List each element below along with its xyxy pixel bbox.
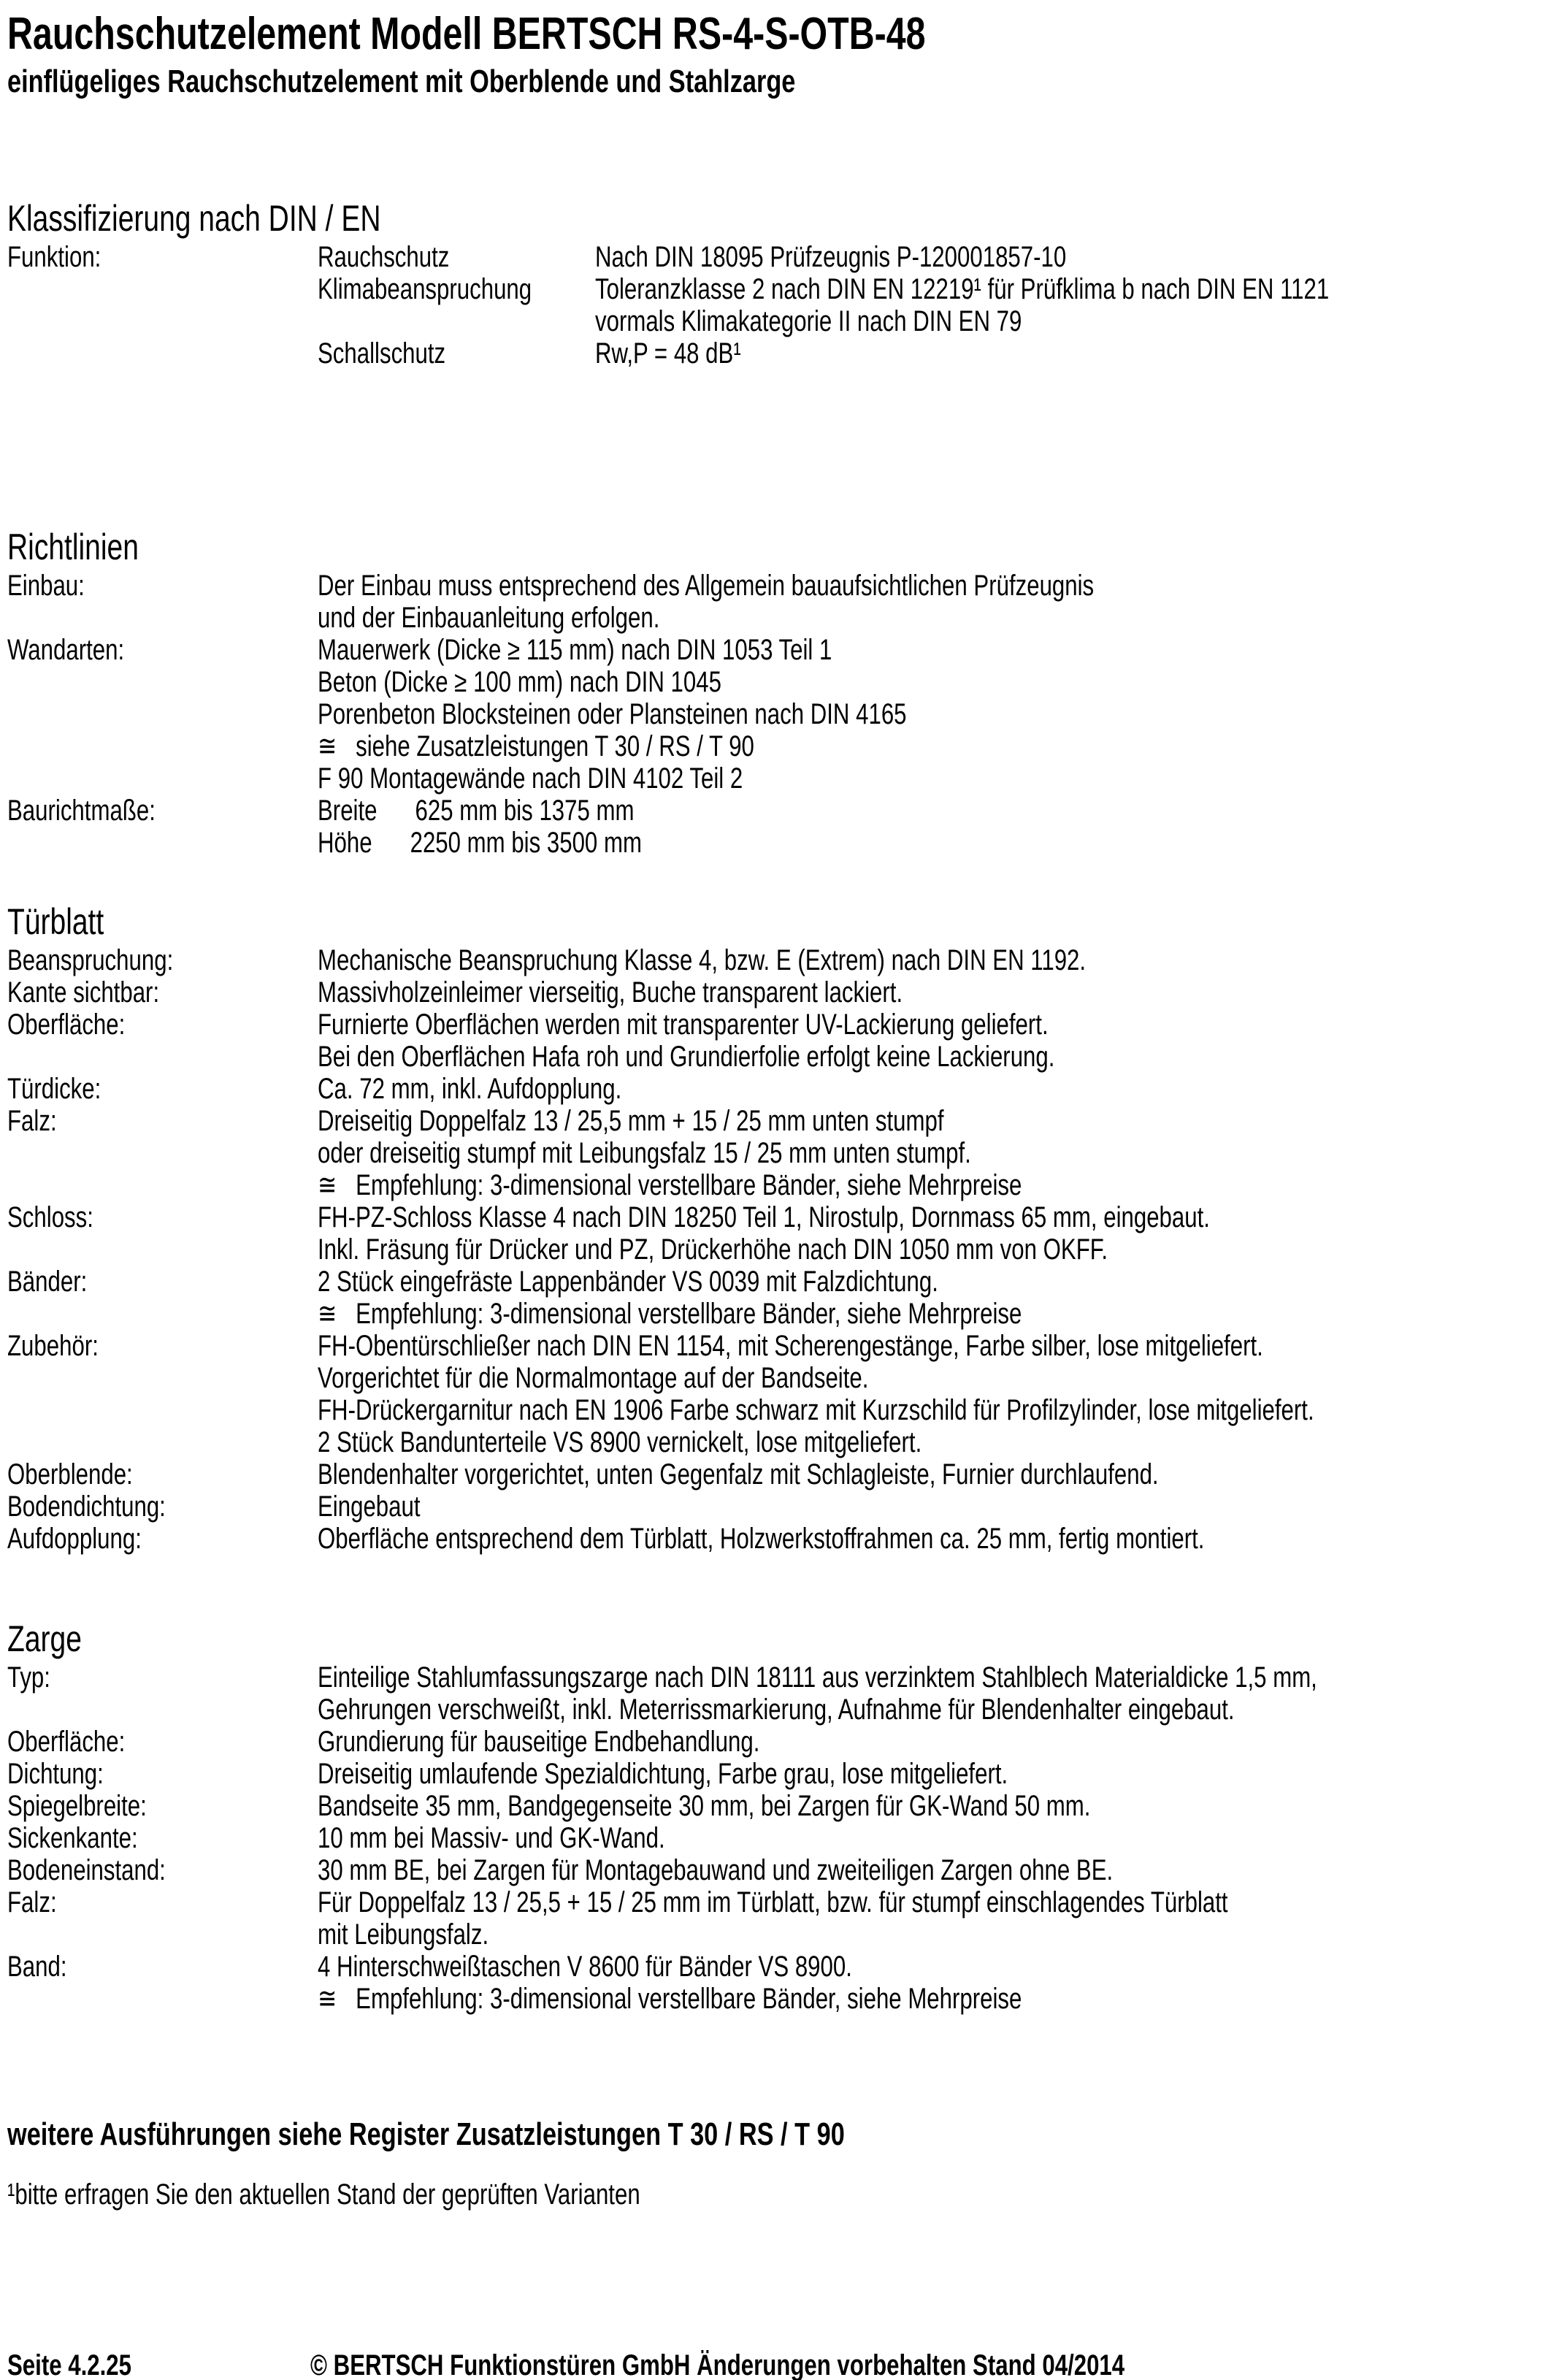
row-value <box>318 1854 1541 1886</box>
row-sublabel-text: Schallschutz <box>318 337 446 370</box>
row-label-text: Baurichtmaße: <box>7 795 156 827</box>
spec-row <box>7 1918 1541 1951</box>
row-value-text: F 90 Montagewände nach DIN 4102 Teil 2 <box>318 762 743 795</box>
row-value <box>318 827 1541 859</box>
page-footer <box>7 2349 1541 2380</box>
row-label <box>7 666 318 698</box>
row-label <box>7 762 318 795</box>
spec-row <box>7 1394 1541 1426</box>
spec-row <box>7 1886 1541 1918</box>
row-value-text: Einteilige Stahlumfassungszarge nach DIN 18111 aus verzinktem Stahlblech Materialdicke 1,5 mm, <box>318 1661 1317 1694</box>
row-label <box>7 1523 318 1555</box>
row-label <box>7 1491 318 1523</box>
row-label <box>7 795 318 827</box>
row-value-text: Breite 625 mm bis 1375 mm <box>318 795 635 827</box>
row-label-text: Kante sichtbar: <box>7 976 160 1009</box>
row-label <box>7 1073 318 1105</box>
row-label-text: Türdicke: <box>7 1073 101 1105</box>
row-label <box>7 976 318 1009</box>
spec-row <box>7 1073 1541 1105</box>
row-label <box>7 337 318 370</box>
spec-row <box>7 1758 1541 1790</box>
row-label-text: Zubehör: <box>7 1330 99 1362</box>
row-value <box>318 1694 1541 1726</box>
row-label <box>7 1918 318 1951</box>
row-sublabel-text: Klimabeanspruchung <box>318 273 532 305</box>
spec-row <box>7 762 1541 795</box>
row-label-text: Aufdopplung: <box>7 1523 142 1555</box>
spec-row <box>7 570 1541 602</box>
row-value-text: 2 Stück eingefräste Lappenbänder VS 0039 mit Falzdichtung. <box>318 1266 938 1298</box>
footer-page-number-text: Seite 4.2.25 <box>7 2349 131 2380</box>
row-value <box>318 1886 1541 1918</box>
spec-row <box>7 1298 1541 1330</box>
row-value-text: Ca. 72 mm, inkl. Aufdopplung. <box>318 1073 622 1105</box>
row-value <box>318 1266 1541 1298</box>
section-heading-text: Zarge <box>7 1618 82 1659</box>
spec-row <box>7 1201 1541 1233</box>
row-value-text: ≅ Empfehlung: 3-dimensional verstellbare Bänder, siehe Mehrpreise <box>318 1983 1022 2015</box>
spec-row <box>7 976 1541 1009</box>
row-value-text: Blendenhalter vorgerichtet, unten Gegenfalz mit Schlagleiste, Furnier durchlaufend. <box>318 1458 1159 1491</box>
row-label-text: Schloss: <box>7 1201 93 1233</box>
row-label <box>7 1822 318 1854</box>
row-value <box>318 1362 1541 1394</box>
row-label <box>7 1201 318 1233</box>
row-label <box>7 1330 318 1362</box>
cross-reference-note <box>7 2116 1541 2153</box>
spec-row <box>7 1105 1541 1137</box>
section-heading <box>7 199 1541 238</box>
row-label <box>7 241 318 273</box>
footnote <box>7 2178 1541 2211</box>
row-label <box>7 827 318 859</box>
row-value <box>318 1491 1541 1523</box>
row-value <box>595 337 1541 370</box>
row-label-text: Oberfläche: <box>7 1726 126 1758</box>
row-value-text: Dreiseitig Doppelfalz 13 / 25,5 mm + 15 / 25 mm unten stumpf <box>318 1105 944 1137</box>
row-label <box>7 1458 318 1491</box>
row-value <box>318 1426 1541 1458</box>
row-value <box>318 1758 1541 1790</box>
spec-row <box>7 827 1541 859</box>
row-label <box>7 698 318 730</box>
spec-row <box>7 337 1541 370</box>
spec-row <box>7 1694 1541 1726</box>
row-label-text: Falz: <box>7 1886 57 1918</box>
row-label-text: Funktion: <box>7 241 101 273</box>
row-value <box>318 634 1541 666</box>
row-value-text: Eingebaut <box>318 1491 421 1523</box>
section-heading-text: Richtlinien <box>7 527 139 567</box>
spec-row <box>7 602 1541 634</box>
row-value-text: 2 Stück Bandunterteile VS 8900 vernickelt, lose mitgeliefert. <box>318 1426 922 1458</box>
page-title-text: Rauchschutzelement Modell BERTSCH RS-4-S-OTB-48 <box>7 9 926 59</box>
spec-row <box>7 305 1541 337</box>
spec-row <box>7 1491 1541 1523</box>
row-label-text: Bänder: <box>7 1266 88 1298</box>
row-label <box>7 1009 318 1041</box>
spec-row <box>7 944 1541 976</box>
page-subtitle-text: einflügeliges Rauchschutzelement mit Oberblende und Stahlzarge <box>7 64 796 99</box>
spec-row <box>7 1233 1541 1266</box>
row-value <box>318 602 1541 634</box>
row-label <box>7 1854 318 1886</box>
row-label <box>7 1983 318 2015</box>
row-value <box>318 1822 1541 1854</box>
row-value-text: FH-Obentürschließer nach DIN EN 1154, mit Scherengestänge, Farbe silber, lose mitgeliefert. <box>318 1330 1263 1362</box>
row-value <box>318 1105 1541 1137</box>
spec-row <box>7 666 1541 698</box>
row-value-text: 10 mm bei Massiv- und GK-Wand. <box>318 1822 665 1854</box>
row-label <box>7 1951 318 1983</box>
section-heading <box>7 1619 1541 1658</box>
row-value-text: oder dreiseitig stumpf mit Leibungsfalz 15 / 25 mm unten stumpf. <box>318 1137 971 1169</box>
row-value <box>318 1201 1541 1233</box>
section-klassifizierung <box>7 199 1541 370</box>
spec-row <box>7 1266 1541 1298</box>
row-value <box>318 1298 1541 1330</box>
row-label <box>7 1886 318 1918</box>
row-value-text: Massivholzeinleimer vierseitig, Buche transparent lackiert. <box>318 976 903 1009</box>
row-value-text: Dreiseitig umlaufende Spezialdichtung, Farbe grau, lose mitgeliefert. <box>318 1758 1008 1790</box>
row-value-text: ≅ Empfehlung: 3-dimensional verstellbare Bänder, siehe Mehrpreise <box>318 1169 1022 1201</box>
row-value-text: Rw,P = 48 dB¹ <box>595 337 741 370</box>
row-label <box>7 1169 318 1201</box>
row-sublabel <box>318 273 595 305</box>
row-value-text: Vorgerichtet für die Normalmontage auf der Bandseite. <box>318 1362 869 1394</box>
row-value-text: FH-PZ-Schloss Klasse 4 nach DIN 18250 Teil 1, Nirostulp, Dornmass 65 mm, eingebaut. <box>318 1201 1210 1233</box>
spec-row <box>7 1983 1541 2015</box>
row-label <box>7 570 318 602</box>
row-value-text: Für Doppelfalz 13 / 25,5 + 15 / 25 mm im Türblatt, bzw. für stumpf einschlagendes Türblatt <box>318 1886 1228 1918</box>
row-label <box>7 730 318 762</box>
row-value-text: ≅ siehe Zusatzleistungen T 30 / RS / T 90 <box>318 730 754 762</box>
row-label-text: Oberblende: <box>7 1458 133 1491</box>
spec-row <box>7 795 1541 827</box>
row-label <box>7 305 318 337</box>
row-label-text: Falz: <box>7 1105 57 1137</box>
row-value-text: Höhe 2250 mm bis 3500 mm <box>318 827 642 859</box>
section-heading-text: Klassifizierung nach DIN / EN <box>7 198 381 239</box>
row-label <box>7 602 318 634</box>
row-value <box>595 305 1541 337</box>
spec-row <box>7 1951 1541 1983</box>
row-value <box>318 698 1541 730</box>
row-value-text: mit Leibungsfalz. <box>318 1918 489 1951</box>
row-value-text: 30 mm BE, bei Zargen für Montagebauwand und zweiteiligen Zargen ohne BE. <box>318 1854 1114 1886</box>
row-value-text: Grundierung für bauseitige Endbehandlung. <box>318 1726 760 1758</box>
row-value <box>318 1394 1541 1426</box>
row-value <box>318 1918 1541 1951</box>
row-label <box>7 1694 318 1726</box>
spec-row <box>7 1330 1541 1362</box>
row-value <box>318 1790 1541 1822</box>
row-label-text: Spiegelbreite: <box>7 1790 147 1822</box>
row-label <box>7 273 318 305</box>
spec-row <box>7 1009 1541 1041</box>
row-value <box>318 1330 1541 1362</box>
row-value <box>318 1458 1541 1491</box>
row-label <box>7 1266 318 1298</box>
row-label-text: Bodendichtung: <box>7 1491 166 1523</box>
row-value-text: vormals Klimakategorie II nach DIN EN 79 <box>595 305 1022 337</box>
row-value-text: Bandseite 35 mm, Bandgegenseite 30 mm, bei Zargen für GK-Wand 50 mm. <box>318 1790 1091 1822</box>
spec-row <box>7 273 1541 305</box>
row-value-text: Nach DIN 18095 Prüfzeugnis P-120001857-10 <box>595 241 1067 273</box>
row-value <box>318 1041 1541 1073</box>
row-value-text: Mechanische Beanspruchung Klasse 4, bzw. E (Extrem) nach DIN EN 1192. <box>318 944 1087 976</box>
section-heading <box>7 902 1541 941</box>
row-label-text: Band: <box>7 1951 67 1983</box>
row-value-text: Mauerwerk (Dicke ≥ 115 mm) nach DIN 1053 Teil 1 <box>318 634 832 666</box>
page-subtitle <box>7 63 1541 101</box>
row-value <box>318 1523 1541 1555</box>
row-value <box>595 273 1541 305</box>
row-label <box>7 634 318 666</box>
row-label-text: Dichtung: <box>7 1758 104 1790</box>
row-value-text: FH-Drückergarnitur nach EN 1906 Farbe schwarz mit Kurzschild für Profilzylinder, lose mitgeliefert. <box>318 1394 1314 1426</box>
row-value-text: Oberfläche entsprechend dem Türblatt, Holzwerkstoffrahmen ca. 25 mm, fertig montiert. <box>318 1523 1205 1555</box>
row-value-text: Der Einbau muss entsprechend des Allgemein bauaufsichtlichen Prüfzeugnis <box>318 570 1095 602</box>
spec-row <box>7 1726 1541 1758</box>
spec-row <box>7 1041 1541 1073</box>
section-heading <box>7 527 1541 567</box>
row-label <box>7 1105 318 1137</box>
spec-row <box>7 698 1541 730</box>
row-value <box>318 1951 1541 1983</box>
row-value <box>595 241 1541 273</box>
row-value <box>318 1169 1541 1201</box>
row-value-text: und der Einbauanleitung erfolgen. <box>318 602 660 634</box>
row-value <box>318 1726 1541 1758</box>
spec-row <box>7 1426 1541 1458</box>
row-label <box>7 1233 318 1266</box>
row-value-text: Porenbeton Blocksteinen oder Plansteinen nach DIN 4165 <box>318 698 907 730</box>
row-value <box>318 795 1541 827</box>
document-header <box>7 10 1541 101</box>
row-value-text: Inkl. Fräsung für Drücker und PZ, Drückerhöhe nach DIN 1050 mm von OKFF. <box>318 1233 1108 1266</box>
spec-row <box>7 1790 1541 1822</box>
row-value-text: Beton (Dicke ≥ 100 mm) nach DIN 1045 <box>318 666 721 698</box>
spec-row <box>7 730 1541 762</box>
row-label <box>7 1426 318 1458</box>
row-value-text: 4 Hinterschweißtaschen V 8600 für Bänder VS 8900. <box>318 1951 852 1983</box>
spec-row <box>7 634 1541 666</box>
row-label <box>7 1394 318 1426</box>
row-value <box>318 666 1541 698</box>
row-value-text: Toleranzklasse 2 nach DIN EN 12219¹ für Prüfklima b nach DIN EN 1121 <box>595 273 1330 305</box>
row-value-text: Furnierte Oberflächen werden mit transparenter UV-Lackierung geliefert. <box>318 1009 1049 1041</box>
row-label-text: Einbau: <box>7 570 85 602</box>
row-sublabel-text: Rauchschutz <box>318 241 450 273</box>
footer-page-number <box>7 2349 310 2380</box>
row-value-text: ≅ Empfehlung: 3-dimensional verstellbare Bänder, siehe Mehrpreise <box>318 1298 1022 1330</box>
row-value <box>318 944 1541 976</box>
footer-copyright-text: © BERTSCH Funktionstüren GmbH Änderungen vorbehalten Stand 04/2014 <box>310 2349 1125 2380</box>
row-sublabel <box>318 337 595 370</box>
footnote-text: ¹bitte erfragen Sie den aktuellen Stand der geprüften Varianten <box>7 2178 640 2211</box>
row-label <box>7 1041 318 1073</box>
section-heading-text: Türblatt <box>7 901 104 942</box>
row-label-text: Oberfläche: <box>7 1009 126 1041</box>
section-richtlinien <box>7 527 1541 859</box>
row-label-text: Beanspruchung: <box>7 944 174 976</box>
row-label <box>7 1790 318 1822</box>
page-title <box>7 10 1541 58</box>
row-value <box>318 1073 1541 1105</box>
spec-row <box>7 1137 1541 1169</box>
row-value <box>318 1137 1541 1169</box>
row-label-text: Wandarten: <box>7 634 125 666</box>
row-label <box>7 1137 318 1169</box>
row-label <box>7 1661 318 1694</box>
section-zarge <box>7 1619 1541 2015</box>
spec-row <box>7 1661 1541 1694</box>
row-label <box>7 944 318 976</box>
row-value-text: Gehrungen verschweißt, inkl. Meterrissmarkierung, Aufnahme für Blendenhalter eingebaut. <box>318 1694 1235 1726</box>
row-label-text: Sickenkante: <box>7 1822 138 1854</box>
footer-copyright <box>310 2349 1354 2380</box>
row-value <box>318 1983 1541 2015</box>
spec-row <box>7 1169 1541 1201</box>
row-value <box>318 976 1541 1009</box>
row-label <box>7 1726 318 1758</box>
row-value <box>318 1233 1541 1266</box>
spec-row <box>7 241 1541 273</box>
row-value <box>318 1661 1541 1694</box>
row-sublabel <box>318 305 595 337</box>
row-label-text: Bodeneinstand: <box>7 1854 166 1886</box>
row-value <box>318 762 1541 795</box>
row-label <box>7 1298 318 1330</box>
row-value <box>318 570 1541 602</box>
spec-row <box>7 1822 1541 1854</box>
row-sublabel <box>318 241 595 273</box>
spec-row <box>7 1362 1541 1394</box>
section-tuerblatt <box>7 902 1541 1555</box>
row-label-text: Typ: <box>7 1661 50 1694</box>
spec-row <box>7 1854 1541 1886</box>
row-label <box>7 1362 318 1394</box>
spec-row <box>7 1458 1541 1491</box>
row-value <box>318 1009 1541 1041</box>
row-label <box>7 1758 318 1790</box>
cross-reference-note-text: weitere Ausführungen siehe Register Zusatzleistungen T 30 / RS / T 90 <box>7 2116 845 2152</box>
spec-row <box>7 1523 1541 1555</box>
row-value <box>318 730 1541 762</box>
row-value-text: Bei den Oberflächen Hafa roh und Grundierfolie erfolgt keine Lackierung. <box>318 1041 1055 1073</box>
